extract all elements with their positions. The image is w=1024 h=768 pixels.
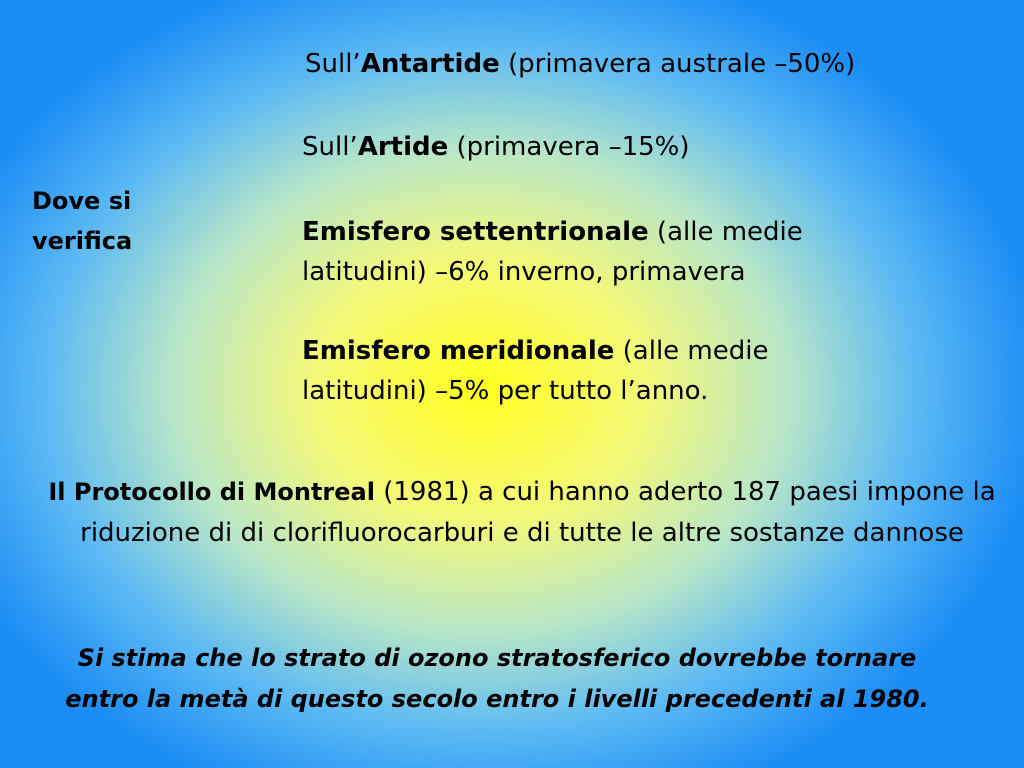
settentrionale-paragraph xyxy=(302,212,922,292)
settentrionale-rest: (alle medie latitudini) –6% inverno, primavera xyxy=(302,217,803,287)
settentrionale-bold: Emisfero settentrionale xyxy=(302,217,649,247)
artide-bold: Artide xyxy=(357,132,449,162)
artide-prefix: Sull’ xyxy=(302,132,358,162)
artide-rest: (primavera –15%) xyxy=(448,132,690,162)
antartide-line xyxy=(305,44,855,84)
meridionale-bold: Emisfero meridionale xyxy=(302,336,615,366)
montreal-bold: Il Protocollo di Montreal xyxy=(48,478,375,506)
antartide-rest: (primavera australe –50%) xyxy=(499,49,856,79)
side-label: Dove si verifica xyxy=(32,187,133,255)
montreal-paragraph xyxy=(40,472,1004,554)
meridionale-paragraph xyxy=(302,331,842,411)
meridionale-rest: (alle medie latitudini) –5% per tutto l’anno. xyxy=(302,336,769,406)
stima-paragraph: Si stima che lo strato di ozono stratosferico dovrebbe tornare entro la metà di questo secolo entro i livelli precedenti al 1980. xyxy=(65,644,929,713)
antartide-bold: Antartide xyxy=(360,49,500,79)
montreal-rest: (1981) a cui hanno aderto 187 paesi impone la riduzione di di clorifluorocarburi e di tutte le altre sostanze dannose xyxy=(80,477,996,548)
artide-line xyxy=(302,127,690,167)
antartide-prefix: Sull’ xyxy=(305,49,361,79)
